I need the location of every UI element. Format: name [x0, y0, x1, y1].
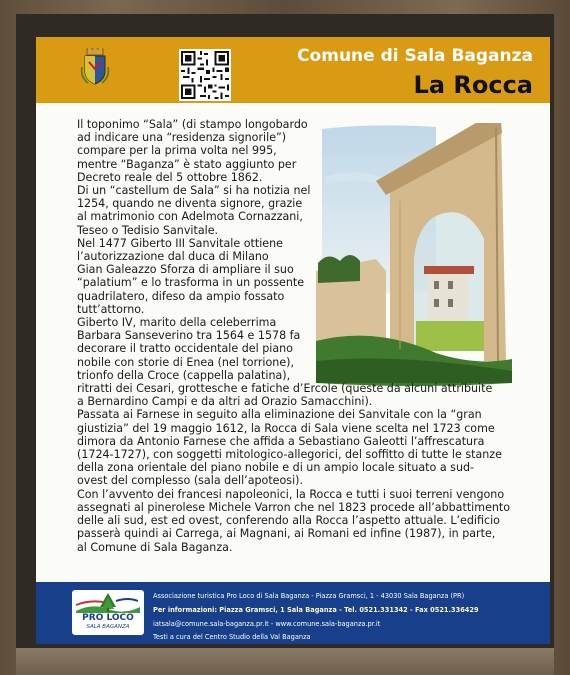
text-line: al Comune di Sala Baganza.: [77, 540, 233, 554]
logo-title: PRO LOCO: [82, 613, 134, 623]
text-line: a Bernardino Campi e da altri ad Orazio Samacchini).: [77, 395, 373, 409]
text-line: assegnati al pinerolese Michele Varron che nel 1823 procede all’abbattimento: [77, 500, 511, 514]
text-line: l’autorizzazione dal duca di Milano: [77, 250, 269, 264]
email-website: iatsala@comune.sala-baganza.pr.it - www.comune.sala-baganza.pr.it: [153, 620, 381, 628]
contact-info: Per informazioni: Piazza Gramsci, 1 Sala Baganza - Tel. 0521.331342 - Fax 0521.336429: [153, 606, 479, 614]
text-line: Decreto reale del 5 ottobre 1862.: [77, 170, 263, 184]
text-line: Nel 1477 Giberto III Sanvitale ottiene: [77, 236, 283, 250]
text-line: mentre “Baganza” è stato aggiunto per: [77, 157, 297, 171]
pro-loco-logo: [72, 590, 144, 635]
text-line: nobile con storie di Enea (nel torrione),: [77, 355, 295, 369]
text-line: della zona orientale del piano nobile e di un ampio locale situato a sud-: [77, 461, 475, 475]
sign-header: [36, 37, 550, 103]
text-line: Barbara Sanseverino tra 1564 e 1578 fa: [77, 329, 301, 343]
text-line: Con l’avvento dei francesi napoleonici, la Rocca e tutti i suoi terreni vengono: [77, 487, 505, 501]
credits: Testi a cura del Centro Studio della Val Baganza: [153, 633, 311, 641]
text-line: giustizia” del 19 maggio 1612, la Rocca di Sala viene scelta nel 1723 come: [77, 421, 495, 435]
text-line: delle ali sud, est ed ovest, conferendo alla Rocca l’aspetto attuale. L’edificio: [77, 514, 500, 528]
text-line: ritratti dei Cesari, grottesche e fatiche d’Ercole (queste da alcuni attribuite: [77, 382, 493, 396]
text-line: ovest del complesso (sala dell’apoteosi).: [77, 474, 304, 488]
logo-subtitle: SALA BAGANZA: [86, 624, 130, 630]
text-line: al matrimonio con Adelmota Cornazzani,: [77, 210, 303, 224]
page-title: La Rocca: [413, 71, 533, 99]
text-line: compare per la prima volta nel 995,: [77, 144, 277, 158]
association-address: Associazione turistica Pro Loco di Sala Baganza - Piazza Gramsci, 1 - 43030 Sala Baganza (PR): [153, 592, 465, 600]
text-line: Passata ai Farnese in seguito alla eliminazione dei Sanvitale con la “gran: [77, 408, 482, 422]
qr-code-icon: [179, 49, 231, 101]
text-line: Giberto IV, marito della celeberrima: [77, 316, 277, 330]
coat-of-arms-icon: [80, 47, 110, 87]
text-line: quadrilatero, difeso da ampio fossato: [77, 289, 285, 303]
history-text: [77, 118, 519, 554]
sign-footer: [36, 582, 550, 644]
comune-title: Comune di Sala Baganza: [297, 46, 533, 66]
text-line: ad indicare una “residenza signorile”): [77, 131, 287, 145]
text-line: 1254, quando ne diventa signore, grazie: [77, 197, 303, 211]
text-line: (1724-1727), con soggetti mitologico-allegorici, del soffitto di tutte le stanze: [77, 448, 502, 462]
text-line: tutt’attorno.: [77, 302, 145, 316]
text-line: trionfo della Croce (cappella palatina),: [77, 368, 291, 382]
text-line: Teseo o Tedisio Sanvitale.: [77, 223, 219, 237]
tree-logo-icon: [72, 591, 144, 615]
text-line: “palatium” e lo trasforma in un possente: [77, 276, 305, 290]
frame-bottom-rail: [16, 648, 554, 675]
text-line: Gian Galeazzo Sforza di ampliare il suo: [77, 263, 294, 277]
text-line: passerà quindi ai Carrega, ai Magnani, ai Romani ed infine (1987), in parte,: [77, 527, 496, 541]
text-line: Il toponimo “Sala” (di stampo longobardo: [77, 118, 308, 131]
text-line: Di un “castellum de Sala” si ha notizia nel: [77, 184, 311, 198]
text-panel: [36, 103, 550, 582]
text-line: dimora da Antonio Farnese che affida a Sebastiano Galeotti l’affrescatura: [77, 434, 485, 448]
text-line: decorare il tratto occidentale del piano: [77, 342, 293, 356]
